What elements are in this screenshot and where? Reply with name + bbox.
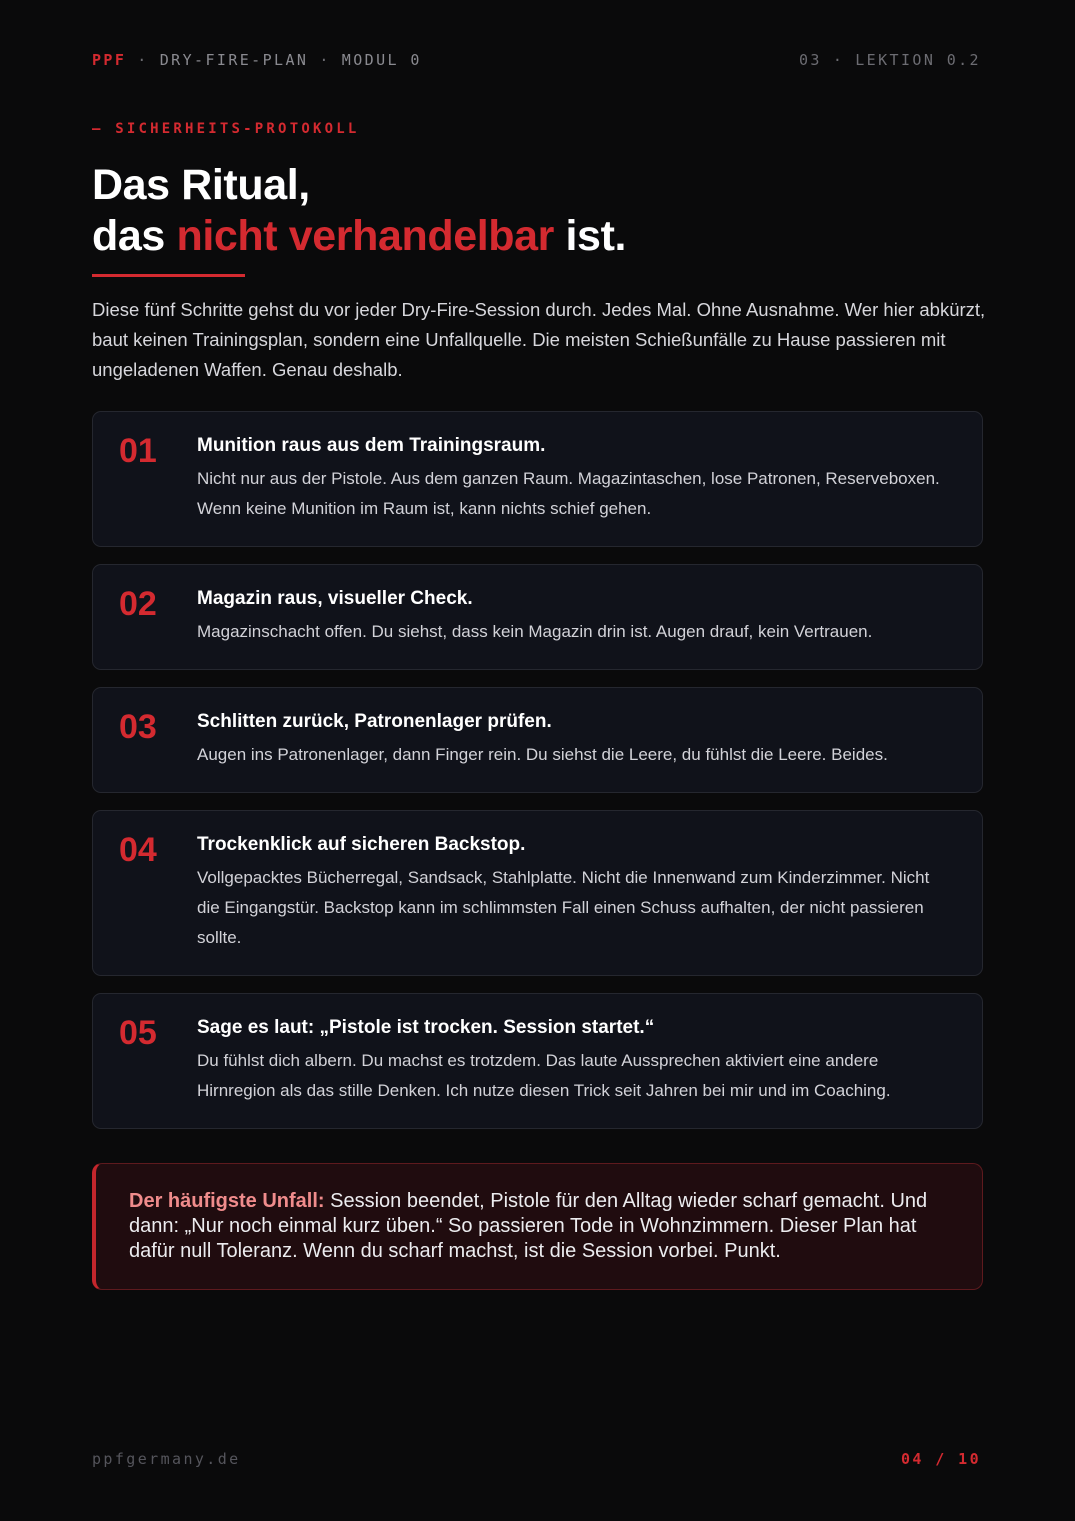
step-card xyxy=(92,810,983,976)
title-line-2-post: ist. xyxy=(553,212,627,260)
step-body: Nicht nur aus der Pistole. Aus dem ganzen Raum. Magazintaschen, lose Patronen, Reserveboxen. Wenn keine Munition im Raum ist, kann nichts schief gehen. xyxy=(197,469,940,518)
separator-dot: · xyxy=(137,51,149,69)
callout-lead: Der häufigste Unfall: xyxy=(129,1190,325,1212)
step-number: 05 xyxy=(119,1014,157,1052)
step-title: Magazin raus, visueller Check. xyxy=(197,588,473,609)
intro-paragraph: Diese fünf Schritte gehst du vor jeder Dry-Fire-Session durch. Jedes Mal. Ohne Ausnahme. Wer hier abkürzt, baut keinen Trainingsplan, sondern eine Unfallquelle. Die meisten Schießunfälle zu Hause passieren mit ungeladenen Waffen. Genau deshalb. xyxy=(92,299,986,380)
page-footer xyxy=(92,1450,981,1468)
step-body: Vollgepacktes Bücherregal, Sandsack, Stahlplatte. Nicht die Innenwand zum Kinderzimmer. Nicht die Eingangstür. Backstop kann im schlimmsten Fall einen Schuss aufhalten, der nicht passieren sollte. xyxy=(197,868,930,947)
footer-page-number: 04 / 10 xyxy=(900,1450,981,1468)
steps-list xyxy=(92,411,983,1146)
step-number: 04 xyxy=(119,831,157,869)
breadcrumb-module: MODUL 0 xyxy=(341,51,422,69)
separator-dot: · xyxy=(832,51,845,69)
lesson-label: LEKTION 0.2 xyxy=(855,51,981,69)
step-title: Trockenklick auf sicheren Backstop. xyxy=(197,834,526,855)
page-title xyxy=(92,160,626,262)
step-card xyxy=(92,687,983,793)
header-page-number: 03 xyxy=(798,51,822,69)
footer-site: ppfgermany.de xyxy=(92,1450,241,1468)
step-card xyxy=(92,564,983,670)
title-line-1: Das Ritual, xyxy=(92,161,310,209)
title-underline xyxy=(92,274,245,277)
step-body: Magazinschacht offen. Du siehst, dass kein Magazin drin ist. Augen drauf, kein Vertrauen. xyxy=(197,622,873,641)
step-title: Munition raus aus dem Trainingsraum. xyxy=(197,435,546,456)
step-card xyxy=(92,411,983,547)
callout-text: Session beendet, Pistole für den Alltag wieder scharf gemacht. Und dann: „Nur noch einmal kurz üben.“ So passieren Tode in Wohnzimmern. Dieser Plan hat dafür null Toleranz. Wenn du scharf machst, ist die Session vorbei. Punkt. xyxy=(129,1190,928,1262)
step-body: Du fühlst dich albern. Du machst es trotzdem. Das laute Aussprechen aktiviert eine andere Hirnregion als das stille Denken. Ich nutze diesen Trick seit Jahren bei mir und im Coaching. xyxy=(197,1051,891,1100)
separator-dot: · xyxy=(319,51,331,69)
step-number: 01 xyxy=(119,432,157,470)
section-eyebrow: — SICHERHEITS-PROTOKOLL xyxy=(92,121,360,137)
title-line-2-pre: das xyxy=(92,212,177,260)
step-title: Sage es laut: „Pistole ist trocken. Session startet.“ xyxy=(197,1017,655,1038)
step-title: Schlitten zurück, Patronenlager prüfen. xyxy=(197,711,552,732)
step-number: 02 xyxy=(119,585,157,623)
step-card xyxy=(92,993,983,1129)
step-number: 03 xyxy=(119,708,157,746)
page-header xyxy=(92,51,981,69)
header-breadcrumb xyxy=(92,51,422,69)
breadcrumb-plan: DRY-FIRE-PLAN xyxy=(159,51,309,69)
header-lesson xyxy=(799,51,981,69)
step-body: Augen ins Patronenlager, dann Finger rein. Du siehst die Leere, du fühlst die Leere. Beides. xyxy=(197,745,888,764)
title-accent: nicht verhandelbar xyxy=(176,212,554,260)
warning-callout xyxy=(92,1163,983,1290)
brand-label: PPF xyxy=(92,51,127,69)
